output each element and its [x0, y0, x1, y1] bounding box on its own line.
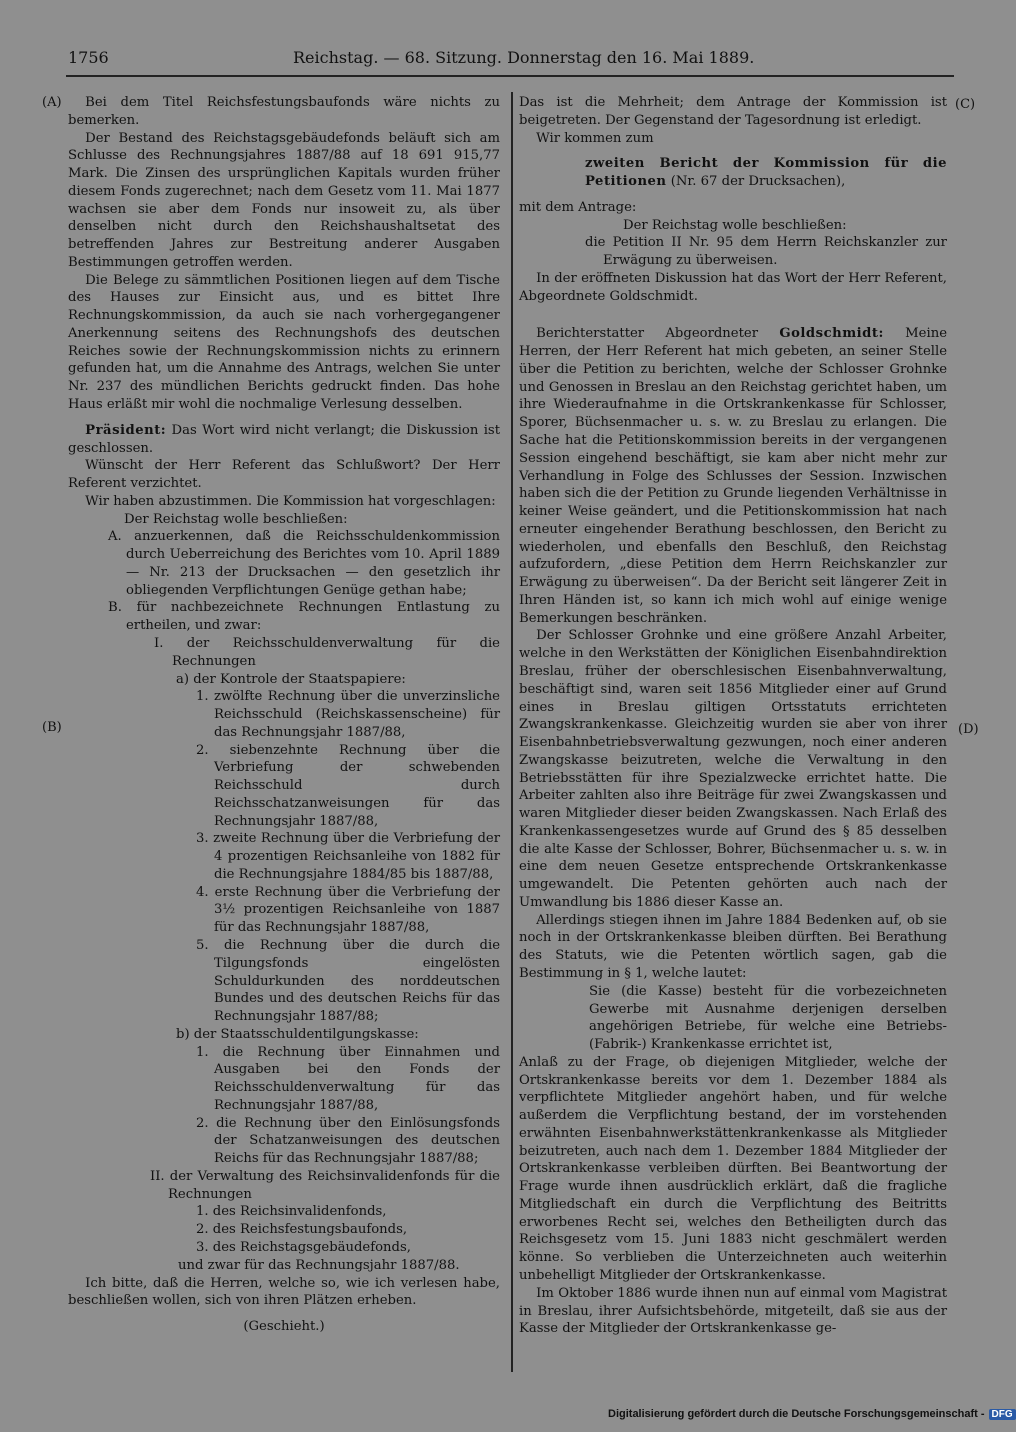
paragraph-text: Das Wort wird nicht verlangt; die Diskussion ist geschlossen.	[68, 422, 500, 456]
paragraph: Der Reichstag wolle beschließen:	[623, 217, 847, 233]
right-column	[519, 94, 947, 1338]
list-item: b) der Staatsschuldentilgungskasse:	[176, 1026, 419, 1042]
header-rule	[66, 75, 954, 77]
margin-mark-a: (A)	[42, 95, 62, 110]
digitization-footer	[608, 1408, 1016, 1420]
list-item: 4. erste Rechnung über die Verbriefung der 3½ prozentigen Reichsanleihe von 1887 für das Rechnungsjahr 1887/88,	[196, 884, 500, 936]
list-item: 3. des Reichstagsgebäudefonds,	[196, 1240, 411, 1255]
paragraph: Der Schlosser Grohnke und eine größere Anzahl Arbeiter, welche in den Werkstätten der Königlichen Eisenbahndirektion Breslau, früher der oberschlesischen Eisenbahnverwaltung, beschäftigt sind, waren seit 1856 Mitglieder einer auf Grund eines in Breslau giltigen Ortsstatuts errichteten Zwangskrankenkasse. Gleichzeitig wurden sie aber von ihrer Eisenbahnbetriebsverwaltung gezwungen, noch einer anderen Zwangskasse beizutreten, welche die Verwaltung in den Betriebsstätten für ihre Spezialzwecke errichtet hatte. Die Arbeiter zahlten also ihre Beiträge für zwei Zwangskassen und waren Mitglieder dieser beiden Zwangskassen. Nach Erlaß des Krankenkassengesetzes wurde auf Grund des § 85 desselben die alte Kasse der Schlosser, Bohrer, Büchsenmacher u. s. w. in eine dem neuen Gesetze entsprechende Ortskrankenkasse umgewandelt. Die Petenten gehörten auch nach der Umwandlung bis 1886 dieser Kasse an.	[519, 628, 947, 910]
list-item: 2. siebenzehnte Rechnung über die Verbriefung der schwebenden Reichsschuld durch Reichsschatzanweisungen für das Rechnungsjahr 1887/88,	[196, 742, 500, 829]
paragraph: In der eröffneten Diskussion hat das Wort der Herr Referent, Abgeordnete Goldschmidt.	[519, 270, 947, 304]
list-item: A. anzuerkennen, daß die Reichsschuldenkommission durch Ueberreichung des Berichtes vom 10. April 1889 — Nr. 213 der Drucksachen — den gesetzlich ihr obliegenden Verpflichtungen Genüge gethan habe;	[108, 529, 500, 598]
list-item: a) der Kontrole der Staatspapiere:	[176, 671, 406, 687]
rapporteur-prefix: Berichterstatter Abgeordneter	[536, 326, 759, 342]
list-item: 1. die Rechnung über Einnahmen und Ausgaben bei den Fonds der Reichsschuldenverwaltung für das Rechnungsjahr 1887/88,	[196, 1044, 500, 1113]
list-item: 5. die Rechnung über die durch die Tilgungsfonds eingelösten Schuldurkunden des norddeutschen Bundes und des deutschen Reichs für das Rechnungsjahr 1887/88;	[196, 937, 500, 1025]
page-header	[68, 48, 755, 74]
margin-mark-d: (D)	[958, 722, 979, 737]
paragraph: Wünscht der Herr Referent das Schlußwort? Der Herr Referent verzichtet.	[68, 458, 500, 492]
page-title: Reichstag. — 68. Sitzung. Donnerstag den 16. Mai 1889.	[293, 48, 755, 67]
page-number: 1756	[68, 48, 109, 67]
paragraph: Wir kommen zum	[536, 130, 654, 146]
paragraph: (Geschieht.)	[243, 1319, 325, 1335]
paragraph-text: Meine Herren, der Herr Referent hat mich gebeten, an seiner Stelle über die Petition zu berichten, welche der Schlosser Grohnke und Genossen in Breslau an den Reichstag gerichtet haben, um ihre Wiederaufnahme in die Ortskrankenkasse für Schlosser, Sporer, Büchsenmacher u. s. w. zu Breslau zu erlangen. Die Sache hat die Petitionskommission bereits in der vergangenen Session eingehend beschäftigt, sie kam aber nicht mehr zur Verhandlung in Folge des Schlusses der Session. Inzwischen haben sich die der Petition zu Grunde liegenden Verhältnisse in keiner Weise geändert, und die Petitionskommission hat nach erneuter eingehender Berathung beschlossen, den Bericht zu wiederholen, und ebenfalls den Beschluß, den Reichstag aufzufordern, „diese Petition dem Herrn Reichskanzler zur Erwägung zu überweisen“. Da der Bericht seit längerer Zeit in Ihren Händen ist, so kann ich mich wohl auf einige wenige Bemerkungen beschränken.	[519, 326, 947, 626]
paragraph: Der Reichstag wolle beschließen:	[124, 511, 348, 527]
paragraph: Bei dem Titel Reichsfestungsbaufonds wäre nichts zu bemerken.	[68, 95, 500, 128]
quotation: Sie (die Kasse) besteht für die vorbezeichneten Gewerbe mit Ausnahme derjenigen derselben angehörigen Betriebe, für welche eine Betriebs- (Fabrik-) Krankenkasse errichtet ist,	[589, 983, 947, 1053]
list-item: 2. des Reichsfestungsbaufonds,	[196, 1222, 408, 1238]
dfg-logo: DFG	[989, 1409, 1016, 1420]
paragraph: Das ist die Mehrheit; dem Antrage der Kommission ist beigetreten. Der Gegenstand der Tagesordnung ist erledigt.	[519, 95, 947, 128]
paragraph: Anlaß zu der Frage, ob diejenigen Mitglieder, welche der Ortskrankenkasse bereits vor dem 1. Dezember 1884 als verpflichtete Mitglieder angehört haben, und für welche außerdem die Verpflichtung bestand, der im vorstehenden erwähnten Eisenbahnwerkstättenkrankenkasse als Mitglieder beizutreten, auch nach dem 1. Dezember 1884 Mitglieder der Ortskrankenkasse verbleiben dürften. Bei Beantwortung der Frage wurde ihnen ausdrücklich erklärt, daß die fragliche Mitgliedschaft ein durch die Verpflichtung des Beitritts erworbenes Recht sei, welches den Betheiligten durch das Reichsgesetz vom 15. Juni 1883 nicht geschmälert werden könne. So verblieben die Unterzeichneten auch weiterhin unbehelligt Mitglieder der Ortskrankenkasse.	[519, 1054, 947, 1283]
paragraph: mit dem Antrage:	[519, 199, 637, 215]
paragraph: Allerdings stiegen ihnen im Jahre 1884 Bedenken auf, ob sie noch in der Ortskrankenkasse bleiben dürften. Bei Berathung des Statuts, wie die Petenten wörtlich sagen, gab die Bestimmung in § 1, welche lautet:	[519, 912, 947, 981]
paragraph: Die Belege zu sämmtlichen Positionen liegen auf dem Tische des Hauses zur Einsicht aus, und es bittet Ihre Rechnungskommission, da auch sie nach vorhergegangener Anerkennung seitens des Rechnungshofs des deutschen Reiches sowie der Rechnungskommission nichts zu erinnern gefunden hat, um die Annahme des Antrags, welchen Sie unter Nr. 237 des mündlichen Berichts gedruckt finden. Das hohe Haus erläßt mir wohl die nochmalige Verlesung desselben.	[68, 272, 500, 413]
rapporteur-paragraph	[519, 325, 947, 627]
paragraph: Wir haben abzustimmen. Die Kommission hat vorgeschlagen:	[85, 493, 496, 509]
paragraph: die Petition II Nr. 95 dem Herrn Reichskanzler zur Erwägung zu überweisen.	[585, 235, 947, 269]
margin-mark-c: (C)	[955, 97, 976, 112]
agenda-title: zweiten Bericht der Kommission für die Petitionen	[585, 156, 947, 190]
margin-mark-b: (B)	[42, 720, 62, 735]
footer-text: Digitalisierung gefördert durch die Deutsche Forschungsgemeinschaft -	[608, 1408, 985, 1420]
list-item: 2. die Rechnung über den Einlösungsfonds der Schatzanweisungen des deutschen Reichs für das Rechnungsjahr 1887/88;	[196, 1115, 500, 1167]
list-item: II. der Verwaltung des Reichsinvalidenfonds für die Rechnungen	[150, 1168, 500, 1202]
speaker-president: Präsident:	[85, 422, 167, 438]
agenda-ref: (Nr. 67 der Drucksachen),	[670, 174, 846, 190]
list-item: I. der Reichsschuldenverwaltung für die Rechnungen	[154, 635, 500, 669]
paragraph: Der Bestand des Reichstagsgebäudefonds beläuft sich am Schlusse des Rechnungsjahres 1887/88 auf 18 691 915,77 Mark. Die Zinsen des ursprünglichen Kapitals wurden früher diesem Fonds zugerechnet; nach dem Gesetz vom 11. Mai 1877 wachsen sie aber dem Fonds nur insoweit zu, als über denselben nicht durch den Reichshaushaltsetat des betreffenden Jahres zur Bestreitung anderer Ausgaben Bestimmungen getroffen werden.	[68, 130, 500, 270]
left-column	[68, 94, 500, 1336]
list-item: 1. des Reichsinvalidenfonds,	[196, 1204, 387, 1220]
paragraph: Im Oktober 1886 wurde ihnen nun auf einmal vom Magistrat in Breslau, ihrer Aufsichtsbehörde, mitgeteilt, daß sie aus der Kasse der Mitglieder der Ortskrankenkasse ge-	[519, 1285, 947, 1337]
list-item: 3. zweite Rechnung über die Verbriefung der 4 prozentigen Reichsanleihe von 1882 für die Rechnungsjahre 1884/85 bis 1887/88,	[196, 831, 500, 882]
speaker-goldschmidt: Goldschmidt:	[779, 326, 884, 342]
list-item: B. für nachbezeichnete Rechnungen Entlastung zu ertheilen, und zwar:	[108, 600, 500, 634]
paragraph: Ich bitte, daß die Herren, welche so, wie ich verlesen habe, beschließen wollen, sich von ihren Plätzen erheben.	[68, 1275, 500, 1309]
paragraph: und zwar für das Rechnungsjahr 1887/88.	[178, 1257, 460, 1273]
president-paragraph	[68, 422, 500, 458]
agenda-item	[519, 155, 947, 191]
list-item: 1. zwölfte Rechnung über die unverzinsliche Reichsschuld (Reichskassenscheine) für das Rechnungsjahr 1887/88,	[196, 689, 500, 740]
column-divider	[511, 92, 513, 1372]
